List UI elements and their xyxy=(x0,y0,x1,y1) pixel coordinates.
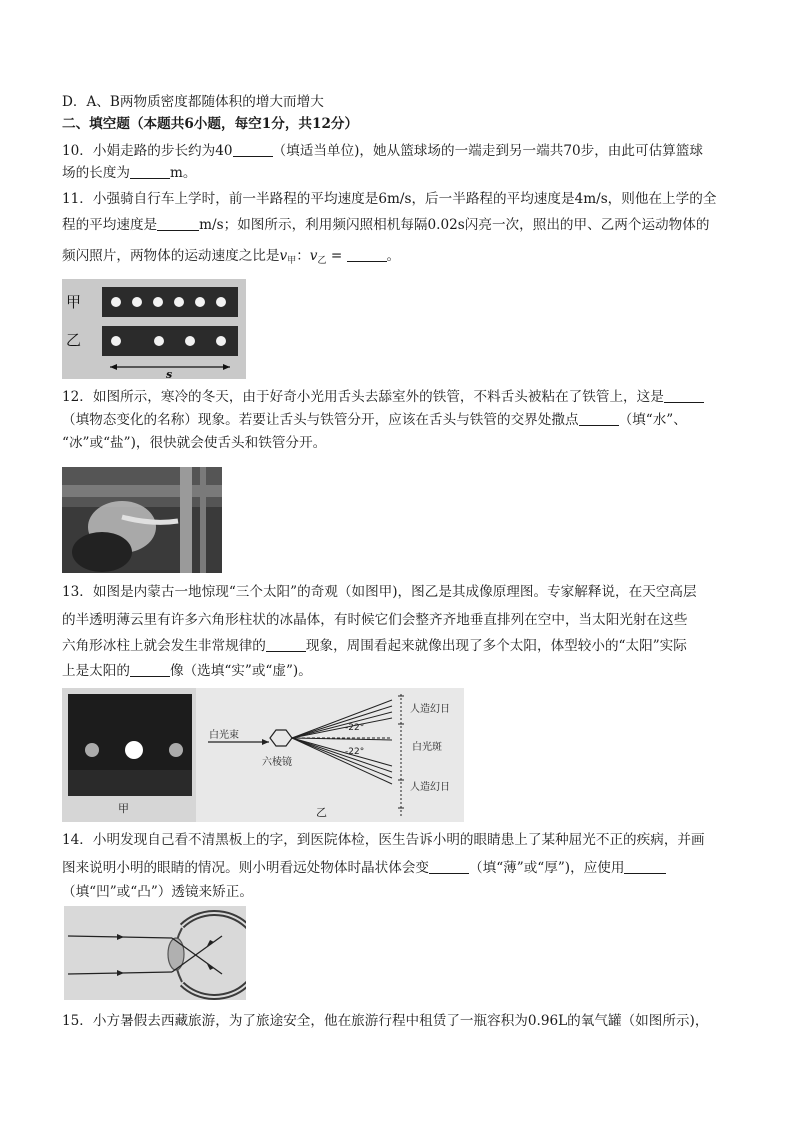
fig-label-yi: 乙 xyxy=(316,806,327,819)
jia-dot xyxy=(216,297,226,307)
q12-line1: 12．如图所示，寒冷的冬天，由于好奇小光用舌头去舔室外的铁管，不料舌头被粘在了铁管上，这是 xyxy=(62,387,704,407)
jia-dot xyxy=(195,297,205,307)
strobe-photo-figure xyxy=(62,279,246,379)
q13-blank-phenomenon[interactable] xyxy=(266,637,306,652)
q12-blank-substance[interactable] xyxy=(579,411,619,426)
jia-dot xyxy=(111,297,121,307)
fig-label-jia: 甲 xyxy=(118,802,129,815)
yi-dot xyxy=(154,336,164,346)
q14-line2: 图来说明小明的眼睛的情况。则小明看远处物体时晶状体会变 （填“薄”或“厚”)，应使用 xyxy=(62,858,666,878)
q13-line1: 13．如图是内蒙古一地惊现“三个太阳”的奇观（如图甲)，图乙是其成像原理图。专家解释说，在天空高层 xyxy=(62,584,697,600)
section-title: 二、填空题（本题共6小题，每空1分，共12分） xyxy=(62,116,359,132)
fig-label-jia: 甲 xyxy=(66,293,82,311)
q11-blank-ratio[interactable] xyxy=(347,247,387,262)
q11-line2: 程的平均速度是 m/s；如图所示，利用频闪照相机每隔0.02s闪亮一次，照出的甲、乙两个运动物体的 xyxy=(62,217,710,233)
sun-dogs-figure xyxy=(62,688,464,822)
angle-lower: -22° xyxy=(345,747,365,757)
q13-line2: 的半透明薄云里有许多六角形柱状的冰晶体，有时候它们会整齐齐地垂直排列在空中，当太阳光射在这些 xyxy=(62,612,688,628)
yi-dot xyxy=(185,336,195,346)
q14-line1: 14．小明发现自己看不清黑板上的字，到医院体检，医生告诉小明的眼睛患上了某种屈光不正的疾病，并画 xyxy=(62,832,705,848)
q11-blank-speed[interactable] xyxy=(157,216,199,231)
yi-dot xyxy=(111,336,121,346)
angle-upper: -22° xyxy=(345,723,365,733)
top-sun-dog-label: 人造幻日 xyxy=(410,704,450,715)
tongue-pipe-photo xyxy=(62,467,222,573)
q13-line3: 六角形冰柱上就会发生非常规律的 现象，周围看起来就像出现了多个太阳，体型较小的“太阳”实际 xyxy=(62,638,687,654)
white-spot-label: 白光斑 xyxy=(412,742,442,753)
q14-line3: （填“凹”或“凸”）透镜来矫正。 xyxy=(62,884,253,900)
bottom-sun-dog-label: 人造幻日 xyxy=(410,782,450,793)
q10-line2: 场的长度为 m。 xyxy=(62,165,197,181)
q14-blank-lens-state[interactable] xyxy=(429,859,469,874)
jia-dot xyxy=(153,297,163,307)
white-beam-label: 白光束 xyxy=(209,730,239,741)
q11-line1: 11．小强骑自行车上学时，前一半路程的平均速度是6m/s，后一半路程的平均速度是4m/s，则他在上学的全 xyxy=(62,191,717,207)
q12-blank-phase-change[interactable] xyxy=(664,388,704,403)
q13-blank-image-type[interactable] xyxy=(130,662,170,677)
fig-label-yi: 乙 xyxy=(66,331,82,349)
q10-blank-unit[interactable] xyxy=(233,142,273,157)
q13-line4: 上是太阳的 像（选填“实”或“虚”)。 xyxy=(62,663,312,679)
option-d: D．A、B两物质密度都随体积的增大而增大 xyxy=(62,94,324,110)
q10-blank-length[interactable] xyxy=(130,164,170,179)
jia-dot xyxy=(174,297,184,307)
eye-diagram xyxy=(64,906,246,1000)
jia-dot xyxy=(132,297,142,307)
q11-line3: 频闪照片，两物体的运动速度之比是$v_甲$：$v_乙$ = 。 xyxy=(62,248,401,266)
q15-line1: 15．小方暑假去西藏旅游，为了旅途安全，他在旅游行程中租赁了一瓶容积为0.96L的氧气罐（如图所示)， xyxy=(62,1013,709,1029)
yi-dot xyxy=(216,336,226,346)
prism-label: 六棱镜 xyxy=(262,757,292,768)
q10-line1: 10．小娟走路的步长约为40 （填适当单位)，她从篮球场的一端走到另一端共70步，由此可估算篮球 xyxy=(62,143,703,159)
q14-blank-lens-type[interactable] xyxy=(624,859,666,874)
distance-label: s xyxy=(166,368,173,379)
q12-line3: “冰”或“盐”)，很快就会使舌头和铁管分开。 xyxy=(62,435,327,451)
q12-line2: （填物态变化的名称）现象。若要让舌头与铁管分开，应该在舌头与铁管的交界处撒点 （填“水”、 xyxy=(62,412,687,428)
